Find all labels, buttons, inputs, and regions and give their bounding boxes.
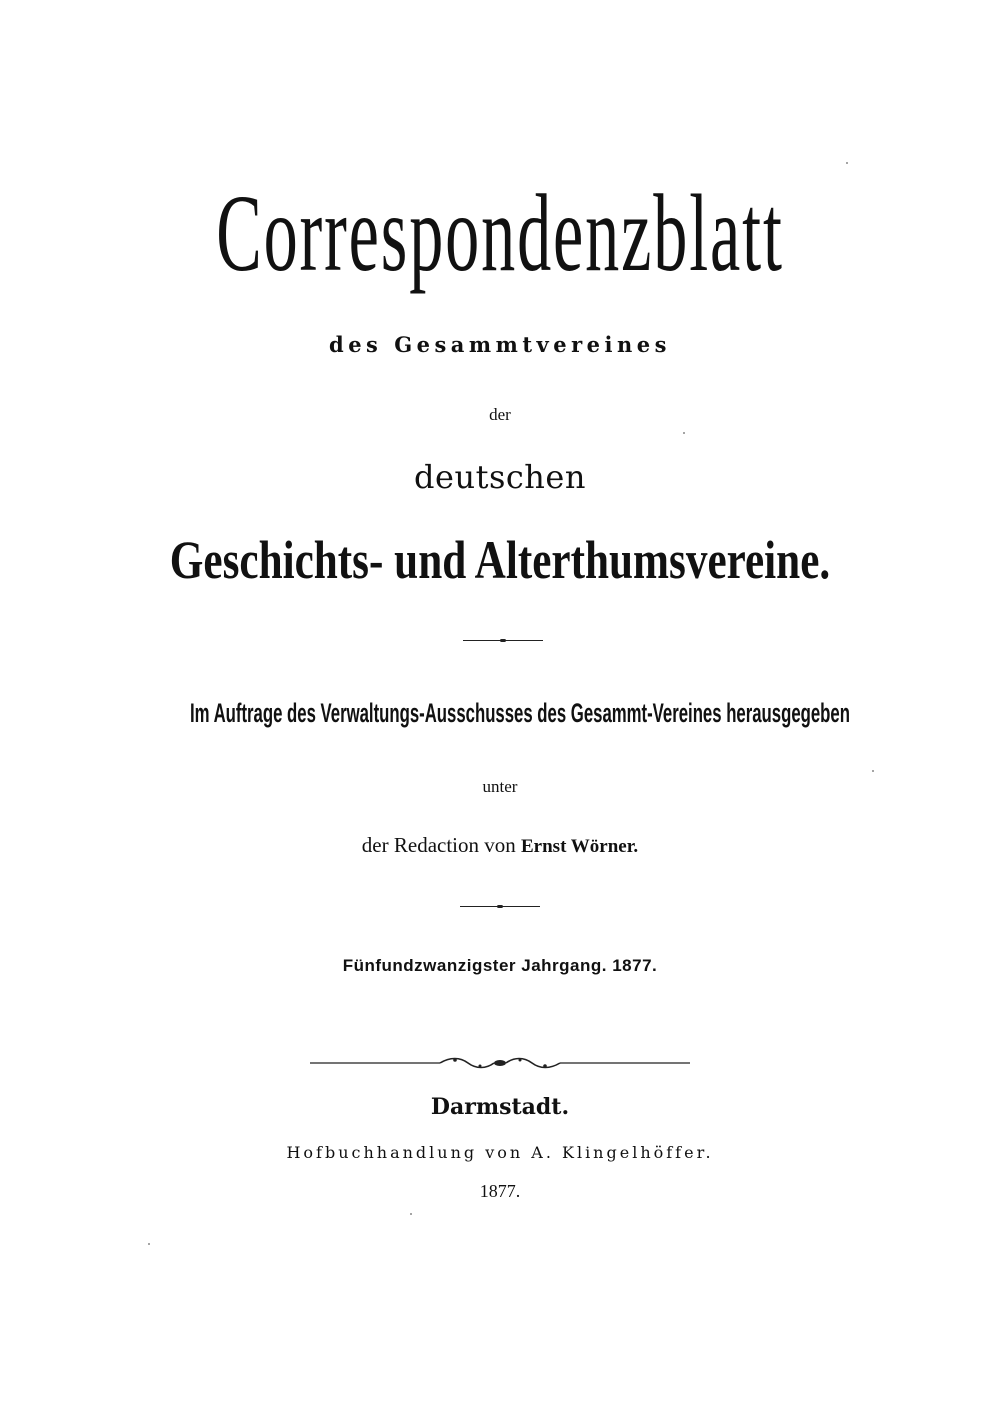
unter-line: unter bbox=[482, 777, 518, 796]
paper-speck bbox=[410, 1213, 412, 1215]
publisher-line: Hofbuchhandlung von A. Klingelhöffer. bbox=[286, 1143, 714, 1162]
volume-line: Fünfundzwanzigster Jahrgang. 1877. bbox=[342, 956, 658, 975]
paper-speck bbox=[683, 432, 685, 434]
divider-rule-top bbox=[463, 640, 543, 641]
main-title: Correspondenzblatt bbox=[216, 172, 784, 294]
publication-year: 1877. bbox=[479, 1181, 521, 1201]
place-darmstadt: Darmstadt. bbox=[430, 1094, 570, 1120]
divider-rule-middle bbox=[460, 906, 540, 907]
redaction-prefix: der Redaction von bbox=[361, 833, 516, 857]
redaction-line bbox=[0, 833, 1000, 858]
ornament-divider bbox=[310, 1055, 690, 1071]
subtitle-gesammtvereines: des Gesammtvereines bbox=[329, 332, 671, 357]
paper-speck bbox=[846, 162, 848, 164]
paper-speck bbox=[148, 1243, 150, 1245]
commission-line: Im Auftrage des Verwaltungs-Ausschusses des Gesammt-Vereines herausgegeben bbox=[190, 698, 850, 728]
subtitle-der: der bbox=[489, 405, 511, 424]
paper-speck bbox=[872, 770, 874, 772]
editor-name: Ernst Wörner. bbox=[521, 836, 639, 857]
subtitle-geschichts-alterthumsvereine: Geschichts- und Alterthumsvereine. bbox=[169, 530, 831, 590]
subtitle-deutschen: deutschen bbox=[414, 458, 586, 496]
